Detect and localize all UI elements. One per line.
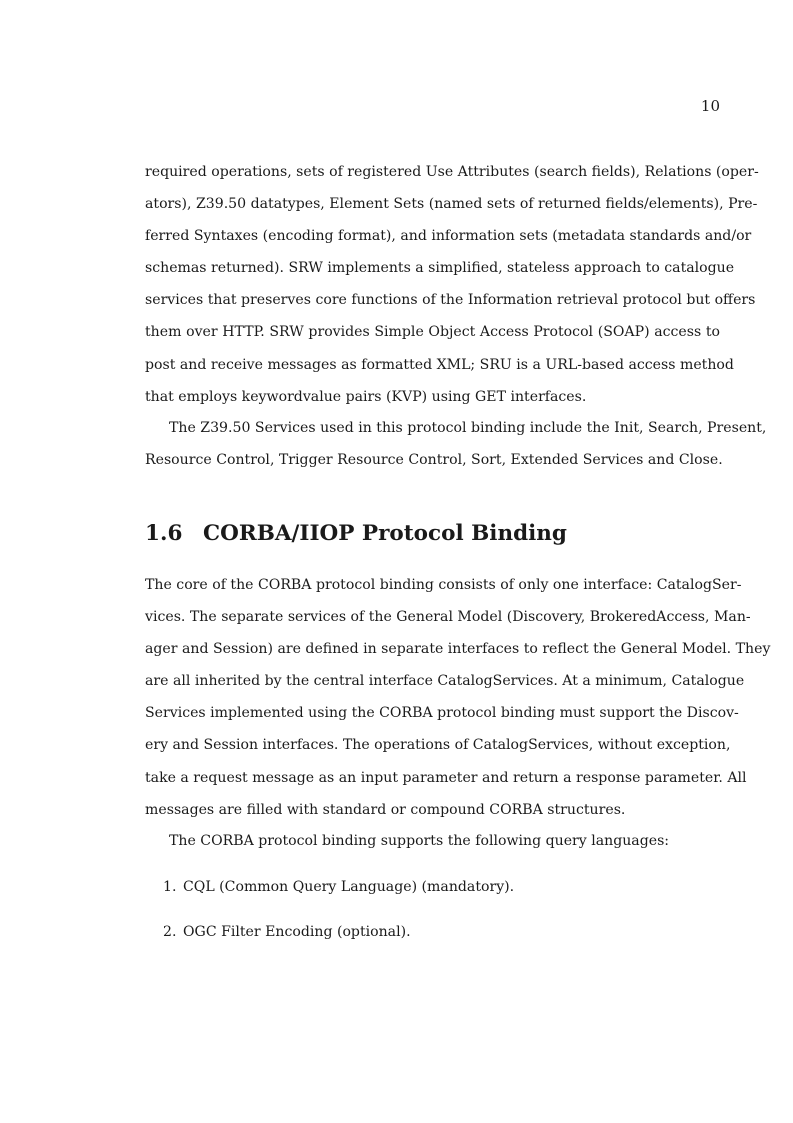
text-line: required operations, sets of registered Use Attributes (search fields), Relations (oper- bbox=[145, 164, 759, 180]
text-line: vices. The separate services of the General Model (Discovery, BrokeredAccess, Man- bbox=[145, 609, 751, 626]
page-number: 10 bbox=[700, 97, 720, 115]
text-line: them over HTTP. SRW provides Simple Object Access Protocol (SOAP) access to bbox=[145, 324, 720, 341]
text-line: ators), Z39.50 datatypes, Element Sets (named sets of returned fields/elements), Pre- bbox=[145, 196, 758, 213]
section-heading bbox=[145, 521, 567, 546]
list-item-text: OGC Filter Encoding (optional). bbox=[183, 924, 411, 940]
text-line: post and receive messages as formatted XML; SRU is a URL-based access method bbox=[145, 356, 734, 373]
text-line: ager and Session) are defined in separate interfaces to reflect the General Model. They bbox=[145, 641, 771, 658]
text-line: Resource Control, Trigger Resource Control, Sort, Extended Services and Close. bbox=[145, 452, 723, 469]
corba-paragraph bbox=[145, 569, 771, 826]
text-line: ferred Syntaxes (encoding format), and information sets (metadata standards and/or bbox=[145, 228, 752, 245]
section-number: 1.6 bbox=[145, 521, 183, 546]
intro-paragraph bbox=[145, 156, 759, 413]
list-item bbox=[163, 924, 411, 940]
text-line: are all inherited by the central interface CatalogServices. At a minimum, Catalogue bbox=[145, 673, 745, 690]
text-line: The Z39.50 Services used in this protocol binding include the Init, Search, Present, bbox=[169, 420, 767, 436]
text-line: take a request message as an input parameter and return a response parameter. All bbox=[145, 769, 747, 786]
text-line: that employs keywordvalue pairs (KVP) using GET interfaces. bbox=[145, 388, 587, 405]
list-marker: 2. bbox=[163, 924, 177, 940]
list-item-text: CQL (Common Query Language) (mandatory). bbox=[183, 879, 515, 895]
text-line: ery and Session interfaces. The operations of CatalogServices, without exception, bbox=[145, 737, 731, 754]
text-line: services that preserves core functions of the Information retrieval protocol but offers bbox=[145, 292, 756, 309]
text-line: The CORBA protocol binding supports the following query languages: bbox=[169, 833, 670, 849]
text-line: The core of the CORBA protocol binding consists of only one interface: CatalogSer- bbox=[145, 577, 742, 593]
text-line: Services implemented using the CORBA protocol binding must support the Discov- bbox=[145, 705, 739, 722]
text-line: messages are filled with standard or compound CORBA structures. bbox=[145, 801, 626, 818]
query-languages-intro bbox=[145, 825, 720, 857]
services-paragraph bbox=[145, 412, 767, 476]
section-title: CORBA/IIOP Protocol Binding bbox=[203, 521, 567, 546]
list-item bbox=[163, 879, 514, 895]
list-marker: 1. bbox=[163, 879, 177, 895]
text-line: schemas returned). SRW implements a simplified, stateless approach to catalogue bbox=[145, 260, 735, 277]
